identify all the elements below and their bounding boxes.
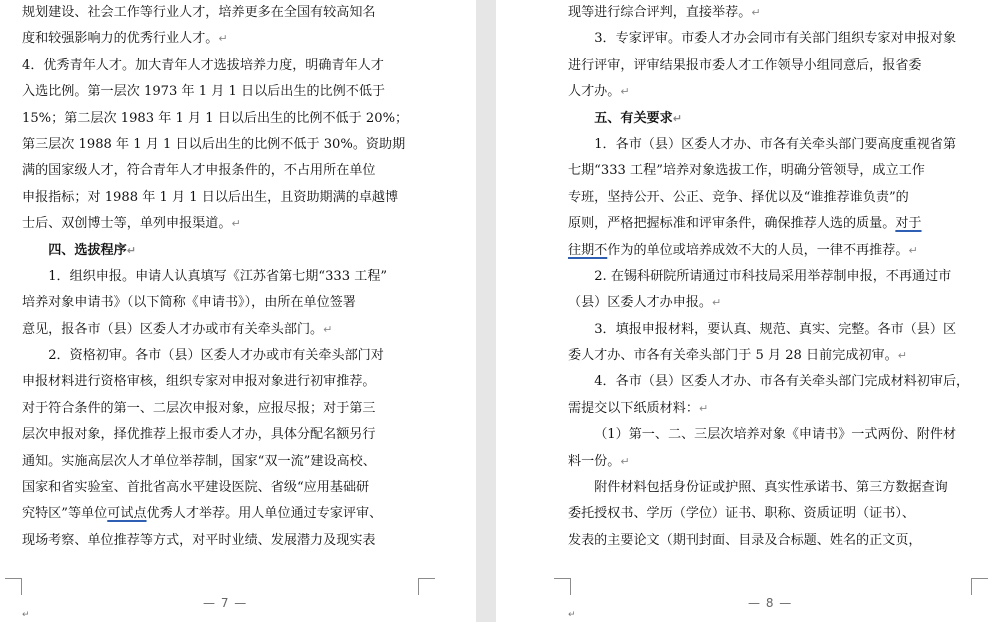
text-line [568,396,971,422]
line-text: 需提交以下纸质材料： [568,400,699,416]
text-line [22,79,426,105]
line-text: 申报指标；对 1988 年 1 月 1 日以后出生，且资助期满的卓越博 [22,189,399,205]
line-text: 2．资格初审。各市（县）区委人才办或市有关牵头部门对 [48,348,384,364]
line-text: 现等进行综合评判，直接举荐。 [568,5,752,20]
line-text: 对于符合条件的第一、二层次申报对象，应报尽报；对于第三 [22,400,376,416]
page-body [22,0,426,554]
line-text: 层次申报对象，择优推荐上报市委人才办，具体分配名额另行 [22,427,376,443]
line-text: 委人才办、市各有关牵头部门于 5 月 28 日前完成初审。 [568,348,898,364]
text-line [568,422,971,448]
line-text: 士后、双创博士等，单列申报渠道。 [22,216,232,232]
line-text: 料一份。 [568,453,621,469]
line-text: 原则，严格把握标准和评审条件，确保推荐人选的质量。 [568,216,896,232]
text-line [568,528,971,554]
text-line [22,290,426,316]
paragraph-mark: ↵ [620,85,630,99]
text-line [568,26,971,52]
document-page-8 [496,0,1000,622]
line-text: 4．各市（县）区委人才办、市各有关牵头部门完成材料初审后， [594,374,970,390]
text-line [22,449,426,475]
paragraph-mark: ↵ [672,111,682,125]
line-text: 现场考察、单位推荐等方式，对平时业绩、发展潜力及现实表 [22,532,376,548]
paragraph-mark: ↵ [751,6,761,19]
line-text: 附件材料包括身份证或护照、真实性承诺书、第三方数据查询 [594,480,948,496]
line-text: 人才办。 [568,84,621,100]
paragraph-mark: ↵ [22,610,30,620]
text-line [568,132,971,158]
line-text: 七期“333 工程”培养对象选拔工作，明确分管领导，成立工作 [568,163,925,179]
line-text: 意见，报各市（县）区委人才办或市有关牵头部门。 [22,321,324,337]
line-text: 1．组织申报。申请人认真填写《江苏省第七期“333 工程” [48,268,388,284]
page-number: — 7 — [203,596,248,610]
line-text: （县）区委人才办申报。 [568,295,713,311]
text-line [22,396,426,422]
text-line [22,501,426,527]
paragraph-mark: ↵ [698,401,709,415]
text-line [22,26,426,52]
line-text: 满的国家级人才，符合青年人才申报条件的，不占用所在单位 [22,163,376,179]
text-line [568,264,971,290]
text-line [22,185,426,211]
text-line [22,264,426,290]
line-text: 作为的单位或培养成效不大的人员，一律不再推荐。 [607,242,909,258]
line-text: 规划建设、社会工作等行业人才，培养更多在全国有较高知名 [22,5,376,20]
paragraph-mark: ↵ [620,454,630,468]
line-text: 入选比例。第一层次 1973 年 1 月 1 日以后出生的比例不低于 [22,84,386,100]
section-heading [22,238,426,264]
text-line [568,0,971,26]
margin-corner-mark [5,578,22,595]
line-text: 通知。实施高层次人才单位举荐制，国家“双一流”建设高校、 [22,453,376,469]
line-text: 发表的主要论文（期刊封面、目录及合标题、姓名的正文页， [568,532,922,548]
text-line [568,290,971,316]
paragraph-mark: ↵ [568,610,576,620]
line-text: 究特区”等单位 [22,506,108,522]
flagged-text: 对于 [895,216,922,232]
line-text: 2. 在锡科研院所请通过市科技局采用举荐制申报，不再通过市 [594,268,952,284]
paragraph-mark: ↵ [712,296,722,310]
text-line [22,475,426,501]
paragraph-mark: ↵ [323,322,333,336]
text-line [568,79,971,105]
line-text: （1）第一、二、三层次培养对象《申请书》一式两份、附件材 [594,427,957,443]
text-line [22,343,426,369]
text-line [22,106,426,132]
line-text: 专班，坚持公开、公正、竞争、择优以及“谁推荐谁负责”的 [568,189,909,205]
line-text: 优秀人才举荐。用人单位通过专家评审、 [146,506,383,522]
line-text: 1．各市（县）区委人才办、市各有关牵头部门要高度重视省第 [594,136,957,152]
text-line [568,449,971,475]
line-text: 4．优秀青年人才。加大青年人才选拔培养力度，明确青年人才 [22,57,384,73]
line-text: 五、有关要求 [594,110,673,126]
text-line [568,317,971,343]
margin-corner-mark [418,578,435,595]
text-line [568,501,971,527]
text-line [22,53,426,79]
text-line [22,158,426,184]
line-text: 委托授权书、学历（学位）证书、职称、资质证明（证书）、 [568,506,915,522]
text-line [568,369,971,395]
flagged-text: 可试点 [107,506,147,522]
text-line [568,238,971,264]
text-line [22,211,426,237]
paragraph-mark: ↵ [897,349,907,363]
line-text: 国家和省实验室、首批省高水平建设医院、省级“应用基础研 [22,480,370,496]
line-text: 第三层次 1988 年 1 月 1 日以后出生的比例不低于 30%。资助期 [22,136,406,152]
document-page-7 [0,0,476,622]
page-body [568,0,971,554]
paragraph-mark: ↵ [126,243,136,257]
text-line [568,158,971,184]
page-gap [476,0,496,622]
text-line [568,475,971,501]
flagged-text: 往期不 [568,242,608,258]
paragraph-mark: ↵ [908,243,918,257]
line-text: 度和较强影响力的优秀行业人才。 [22,31,219,47]
text-line [22,369,426,395]
text-line [568,343,971,369]
line-text: 15%；第二层次 1983 年 1 月 1 日以后出生的比例不低于 20%； [22,110,409,126]
line-text: 申报材料进行资格审核，组织专家对申报对象进行初审推荐。 [22,374,376,390]
text-line [568,211,971,237]
text-line [22,132,426,158]
text-line [22,0,426,26]
text-line [568,53,971,79]
line-text: 3．专家评审。市委人才办会同市有关部门组织专家对申报对象 [594,31,957,47]
page-number: — 8 — [748,596,793,610]
text-line [22,528,426,554]
paragraph-mark: ↵ [231,217,241,231]
section-heading [568,106,971,132]
line-text: 进行评审，评审结果报市委人才工作领导小组同意后，报省委 [568,57,922,73]
margin-corner-mark [971,578,988,595]
text-line [22,422,426,448]
text-line [22,317,426,343]
line-text: 3．填报申报材料，要认真、规范、真实、完整。各市（县）区 [594,321,957,337]
line-text: 四、选拔程序 [48,242,127,258]
line-text: 培养对象申请书》（以下简称《申请书》），由所在单位签署 [22,295,356,311]
paragraph-mark: ↵ [218,32,228,46]
margin-corner-mark [554,578,571,595]
text-line [568,185,971,211]
